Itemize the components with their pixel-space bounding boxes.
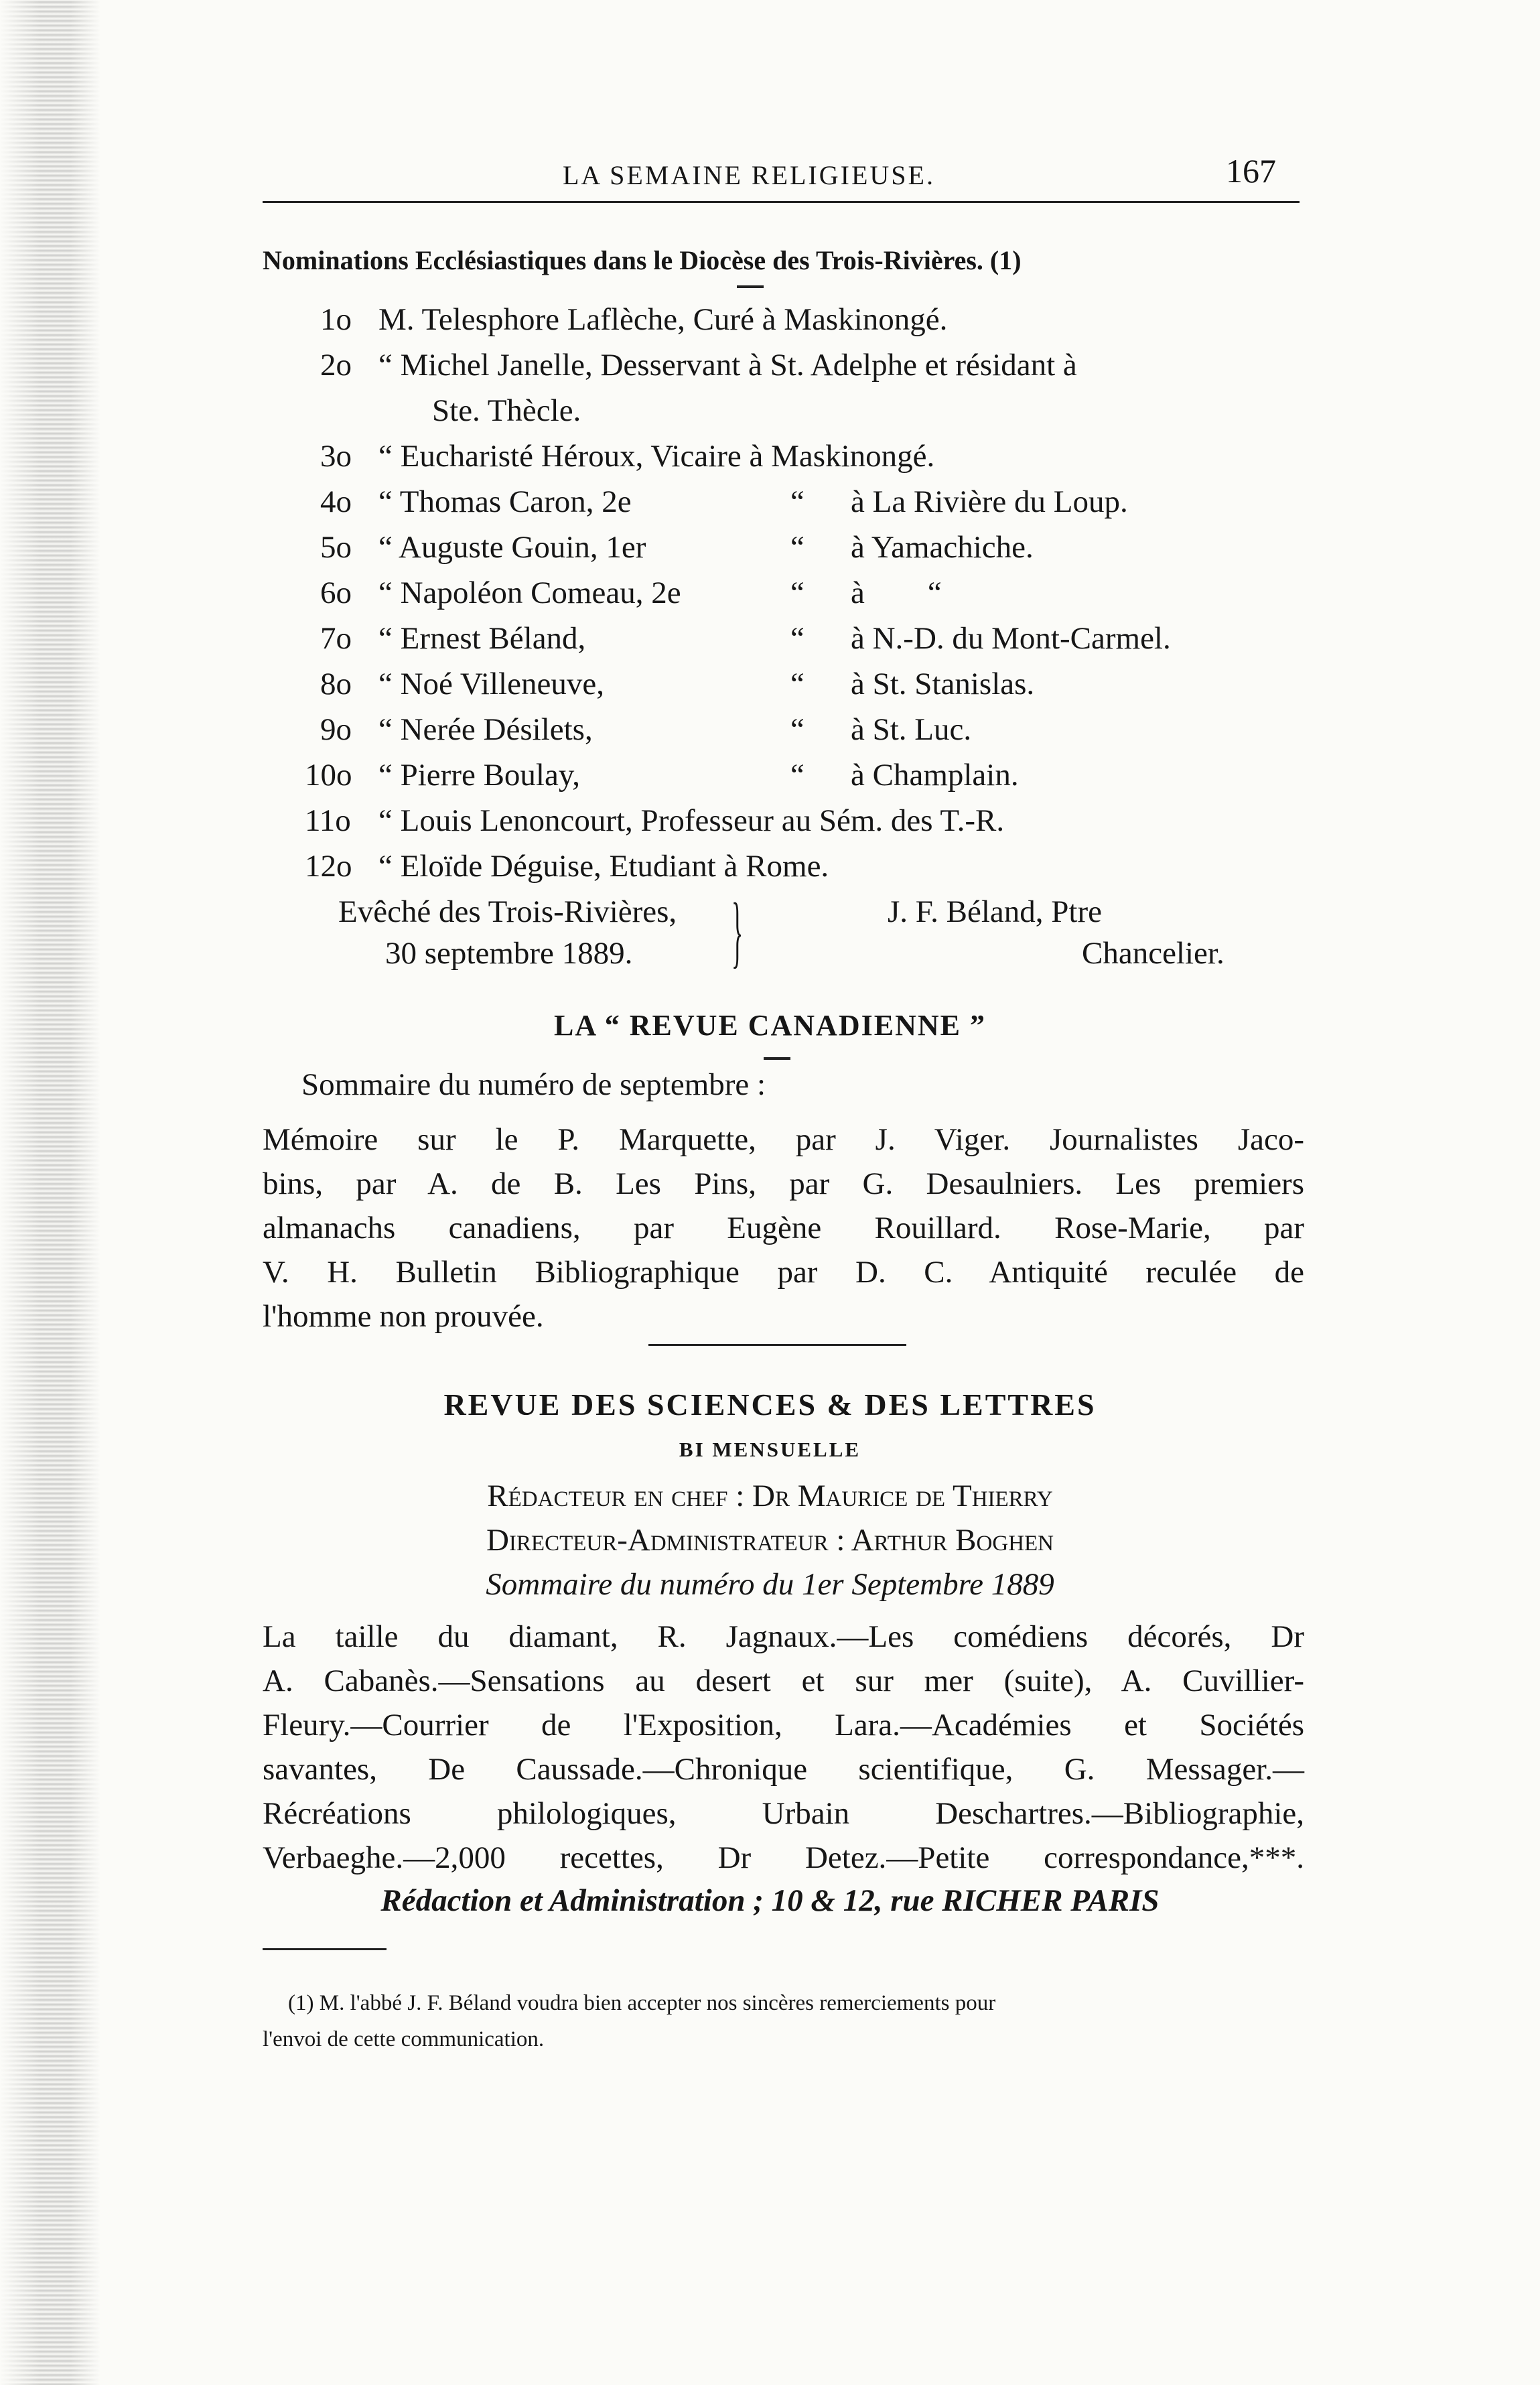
revue-sciences-subtitle: BI MENSUELLE [679,1438,861,1461]
contents-line: l'homme non prouvée. [263,1299,544,1334]
entry-number: 12o [305,849,352,884]
ditto-mark: “ [790,484,804,519]
contents-line: Verbaeghe.—2,000 recettes, Dr Detez.—Petite correspondance,***. [263,1840,1304,1875]
revue-canadienne-intro: Sommaire du numéro de septembre : [301,1067,766,1102]
entry-text: “ Eloïde Déguise, Etudiant à Rome. [378,849,829,884]
footnote-rule [263,1948,387,1950]
ditto-mark: “ [790,530,804,565]
running-title: LA SEMAINE RELIGIEUSE. [563,160,935,190]
entry-number: 10o [305,758,352,793]
entry-text: Ste. Thècle. [432,393,581,428]
entry-number: 7o [320,621,352,656]
header-rule [263,201,1300,203]
ditto-mark: “ [790,712,804,747]
entry-destination: à Yamachiche. [851,530,1034,565]
entry-destination: à La Rivière du Loup. [851,484,1128,519]
signature-date: 30 septembre 1889. [385,936,633,971]
entry-name: “ Auguste Gouin, 1er [378,530,646,565]
entry-destination: à St. Stanislas. [851,667,1035,701]
entry-number: 11o [305,803,351,838]
contents-line: bins, par A. de B. Les Pins, par G. Desaulniers. Les premiers [263,1166,1304,1201]
entry-number: 5o [320,530,352,565]
title-dash [737,285,764,288]
entry-text: M. Telesphore Laflèche, Curé à Maskinongé. [378,302,948,337]
entry-number: 4o [320,484,352,519]
entry-name: “ Thomas Caron, 2e [378,484,632,519]
contents-line: almanachs canadiens, par Eugène Rouillard. Rose-Marie, par [263,1211,1304,1245]
entry-number: 1o [320,302,352,337]
contents-line: savantes, De Caussade.—Chronique scientifique, G. Messager.— [263,1752,1304,1787]
contents-line: A. Cabanès.—Sensations au desert et sur mer (suite), A. Cuvillier- [263,1663,1304,1698]
ditto-mark: “ [790,758,804,793]
entry-text: “ Michel Janelle, Desservant à St. Adelphe et résidant à [378,348,1077,383]
entry-destination: à St. Luc. [851,712,972,747]
contents-line: Mémoire sur le P. Marquette, par J. Viger. Journalistes Jaco- [263,1122,1304,1157]
entry-name: “ Ernest Béland, [378,621,586,656]
entry-text: “ Louis Lenoncourt, Professeur au Sém. des T.-R. [378,803,1005,838]
nominations-title: Nominations Ecclésiastiques dans le Diocèse des Trois-Rivières. (1) [263,245,1022,275]
ditto-mark: “ [790,575,804,610]
signer-title: Chancelier. [1082,936,1224,971]
entry-destination: à N.-D. du Mont-Carmel. [851,621,1171,656]
page-number: 167 [1226,152,1276,190]
entry-destination: à “ [851,575,942,610]
entry-number: 3o [320,439,352,474]
contents-line: Récréations philologiques, Urbain Deschartres.—Bibliographie, [263,1796,1304,1831]
contents-line: La taille du diamant, R. Jagnaux.—Les comédiens décorés, Dr [263,1619,1304,1654]
ditto-mark: “ [790,621,804,656]
address-line: Rédaction et Administration ; 10 & 12, rue RICHER PARIS [380,1883,1160,1918]
ditto-mark: “ [790,667,804,701]
entry-name: “ Nerée Désilets, [378,712,593,747]
entry-number: 8o [320,667,352,701]
editor-line: Rédacteur en chef : Dr Maurice de Thierry [487,1479,1053,1513]
entry-number: 9o [320,712,352,747]
director-line: Directeur-Administrateur : Arthur Boghen [486,1523,1054,1558]
revue-sciences-title: REVUE DES SCIENCES & DES LETTRES [443,1387,1097,1422]
footnote-line: l'envoi de cette communication. [263,2027,545,2051]
entry-name: “ Napoléon Comeau, 2e [378,575,681,610]
contents-line: Fleury.—Courrier de l'Exposition, Lara.—Académies et Sociétés [263,1708,1304,1743]
summary-title: Sommaire du numéro du 1er Septembre 1889 [486,1567,1054,1602]
entry-name: “ Pierre Boulay, [378,758,581,793]
page-binding-edge [0,0,100,2385]
signature-place: Evêché des Trois-Rivières, [338,894,677,929]
entry-name: “ Noé Villeneuve, [378,667,604,701]
section-dash [764,1057,790,1060]
entry-number: 6o [320,575,352,610]
entry-text: “ Eucharisté Héroux, Vicaire à Maskinongé. [378,439,935,474]
entry-number: 2o [320,348,352,383]
section-divider [648,1344,906,1346]
entry-destination: à Champlain. [851,758,1019,793]
footnote-line: (1) M. l'abbé J. F. Béland voudra bien accepter nos sincères remerciements pour [288,1991,996,2015]
contents-line: V. H. Bulletin Bibliographique par D. C. Antiquité reculée de [263,1255,1304,1290]
revue-canadienne-title: LA “ REVUE CANADIENNE ” [554,1009,986,1042]
brace: } [731,886,744,975]
signer-name: J. F. Béland, Ptre [888,894,1103,929]
